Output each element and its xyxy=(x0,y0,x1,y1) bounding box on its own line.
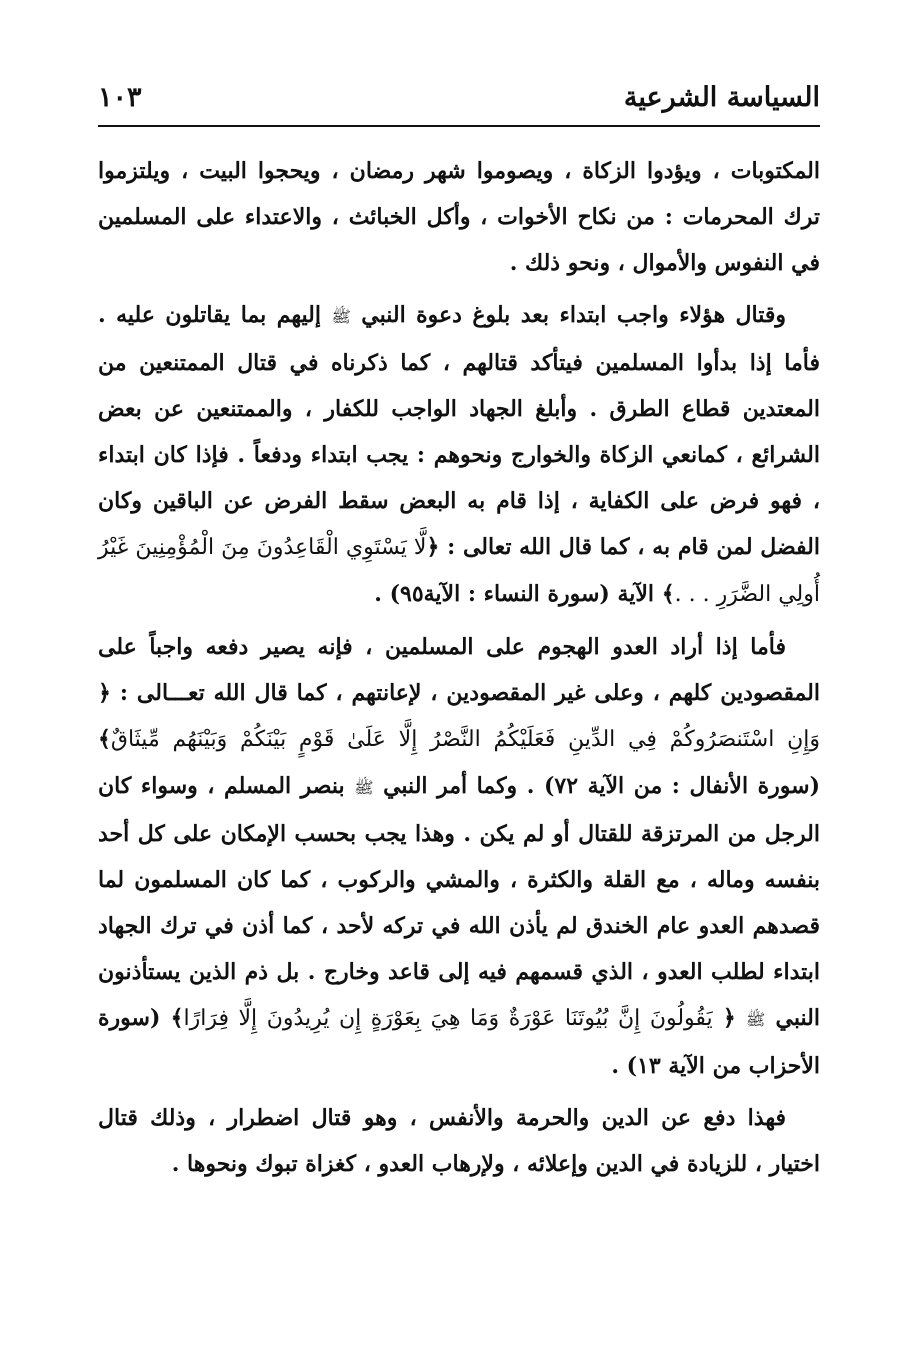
paragraph-3 xyxy=(98,624,820,1089)
paragraph-1 xyxy=(98,148,820,286)
verse-reference: (سورة الأنفال : من الآية ٧٢) . وكما أمر النبي xyxy=(383,773,820,799)
verse-reference: (سورة الأحزاب من الآية ١٣) . xyxy=(98,1005,820,1079)
quran-bracket-close: ﴾ xyxy=(661,581,675,607)
paragraph-text: فأما إذا أراد العدو الهجوم على المسلمين ، فإنه يصير دفعه واجباً على المقصودين كلهم ، وعلى غير المقصودين ، لإعانتهم ، كما قال الله تعـــالى : xyxy=(98,634,820,706)
page-number: ١٠٣ xyxy=(98,82,142,113)
paragraph-text: المكتوبات ، ويؤدوا الزكاة ، ويصوموا شهر رمضان ، ويحجوا البيت ، ويلتزموا ترك المحرمات : من نكاح الأخوات ، وأكل الخبائث ، والاعتداء على المسلمين في النفوس والأموال ، ونحو ذلك . xyxy=(98,158,820,276)
paragraph-text: وقتال هؤلاء واجب ابتداء بعد بلوغ دعوة النبي xyxy=(361,302,786,328)
paragraph-text: بنصر المسلم ، وسواء كان الرجل من المرتزقة للقتال أو لم يكن . وهذا يجب بحسب الإمكان على كل أحد بنفسه وماله ، مع القلة والكثرة ، والمشي والركوب ، كما كان المسلمون لما قصدهم العدو عام الخندق لم يأذن الله في تركه لأحد ، كما أذن في ترك الجهاد ابتداء لطلب العدو ، الذي قسمهم فيه إلى قاعد وخارج . بل ذم الذين يستأذنون النبي xyxy=(98,773,820,1031)
header-rule xyxy=(98,125,820,127)
page-header xyxy=(98,78,820,120)
quran-bracket-open: ﴿ xyxy=(98,680,111,706)
salla-symbol: ﷺ xyxy=(746,1010,766,1029)
quran-bracket-open: ﴿ xyxy=(722,1005,736,1031)
quran-verse: يَقُولُونَ إِنَّ بُيُوتَنَا عَوْرَةٌ وَمَا هِيَ بِعَوْرَةٍ إِن يُرِيدُونَ إِلَّا فِرَارًا xyxy=(183,1006,713,1031)
quran-bracket-open: ﴿ xyxy=(426,534,440,560)
paragraph-4 xyxy=(98,1095,820,1187)
paragraph-text: إليهم بما يقاتلون عليه . فأما إذا بدأوا المسلمين فيتأكد قتالهم ، كما ذكرناه في قتال الممتنعين من المعتدين قطاع الطرق . وأبلغ الجهاد الواجب للكفار ، والممتنعين عن بعض الشرائع ، كمانعي الزكاة والخوارج ونحوهم : يجب ابتداء ودفعاً . فإذا كان ابتداء ، فهو فرض على الكفاية ، إذا قام به البعض سقط الفرض عن الباقين وكان الفضل لمن قام به ، كما قال الله تعالى : xyxy=(98,302,820,560)
paragraph-text: فهذا دفع عن الدين والحرمة والأنفس ، وهو قتال اضطرار ، وذلك قتال اختيار ، للزيادة في الدين وإعلائه ، ولإرهاب العدو ، كغزاة تبوك ونحوها . xyxy=(98,1105,820,1177)
page-body xyxy=(98,148,820,1187)
quran-verse: لَّا يَسْتَوِي الْقَاعِدُونَ مِنَ الْمُؤْمِنِينَ غَيْرُ أُولِي الضَّرَرِ . . . xyxy=(98,535,820,607)
salla-symbol: ﷺ xyxy=(354,778,374,797)
quran-bracket-close: ﴾ xyxy=(170,1005,184,1031)
salla-symbol: ﷺ xyxy=(331,307,351,326)
quran-verse: وَإِنِ اسْتَنصَرُوكُمْ فِي الدِّينِ فَعَلَيْكُمُ النَّصْرُ إِلَّا عَلَىٰ قَوْمٍ بَيْنَكُمْ وَبَيْنَهُم مِّيثَاقٌ xyxy=(110,727,820,752)
running-title: السياسة الشرعية xyxy=(623,82,820,113)
quran-bracket-close: ﴾ xyxy=(98,726,111,752)
paragraph-2 xyxy=(98,292,820,618)
verse-reference: الآية (سورة النساء : الآية٩٥) . xyxy=(374,581,655,607)
